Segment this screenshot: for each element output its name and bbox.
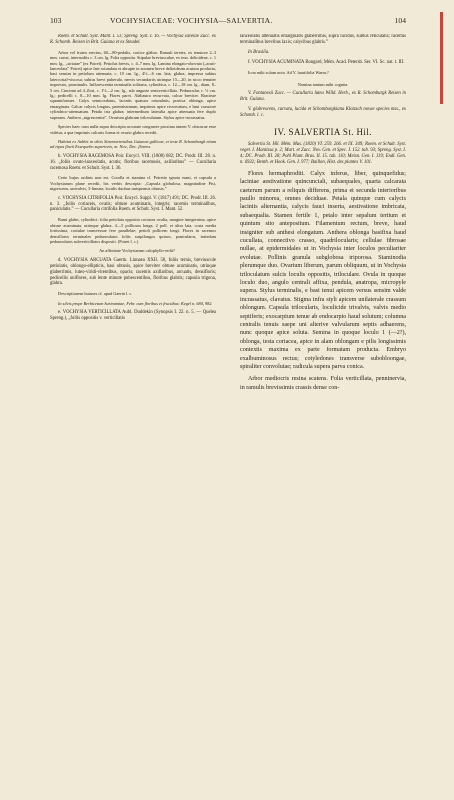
- right-column-paragraph: lanceolatis attenuatis emarginatis glaberrimis, supra lucidus, subtus reticulatis; racemis terminalibus brevibus laxis; calycibus glabris.‟: [240, 34, 406, 45]
- left-column-paragraph: d. VOCHYSIA ARCUATA Gaertn. Linnaea XXII. 58, foliis ternis, breviuscule petiolatis, oblongo-ellipticis, basi obtusis, apice breviter obtuse acuminatis, utrinque glaberrimis, luteo-viridi-virentibus, opacis; racemis axillaribus, arcuatis, densifloris; pedicellis uniflores, sub lente minute pubescentibus, floribus glabris; capsula trigona, glabra.: [50, 257, 216, 287]
- left-column-paragraph: In silvis prope Berbicetum Surinamiae, Febr. cum floribus et fructibus: Kegel n. 684, 982.: [58, 300, 213, 306]
- left-column-paragraph: Certe hujus ordinis non est. Corolla et stamina cl. Poiretio ignota erant, et capsula a Vochysiarum plane recedit, his verbis descripta: „Capsula globulosa, magnitudine Pisi, nigrescens, univalvis, 3-lineata; loculis duobus unispermis obtusis.‟: [50, 175, 216, 192]
- right-column-paragraph: f. VOCHYSIA ACUMINATA Bongard, Mém. Acad. Petersb. Ser. VI. Sc. nat. t. III.: [248, 59, 405, 65]
- left-column-paragraph: e. VOCHYSIA VERTICILLATA Aubl. Duddekin (Synopsis I. 22. n. 5. — Quelea Spreng.), „foliis oppositis v. verticillatis: [50, 310, 216, 322]
- left-column-paragraph: b. VOCHYSIA RACEMOSA Poir. Encycl. VIII. (1808) 682; DC. Prodr. III. 28. n. 16. „foliis ovato-lanceolatis, acutis; floribus racemosis, axillaribus‟ — Cucullaria racemosa Roem. et Schult. Syst. I. 36.: [50, 153, 216, 171]
- right-column-paragraph: V. Fontanesii Zucc. — Cucullaria lutea Willd. Herb., ex R. Schomburgk Reisen in Brit. Guiana.: [240, 91, 406, 103]
- left-column-paragraph: An affinitate Vochysiarum calophyllo-erdii?: [99, 248, 175, 254]
- right-column-paragraph: Flores hermaphroditi. Calyx inferus, liber, quinquefidus; laciniae aestivatione quincunciali, subaequales, quarta calcarata caeterum parum a reliquis differens, prima et secunda interioribus paullo minorea, omnes deciduae. Petala quinque cum calycis laciniis alternantia, calycis fauci inserta, aestivatione imbricata, subaequalia. Stamen fertile 1, petalo inter sepalum tertium et quintum sito antepositum. Filamentum rectum, breve, haud insigniter sub anthesi elongatum. Anthera oblonga basifixa haud cucullata, connectivo crasso, quadrilocularis; cellulae fibrosae nullae, at epidermidales ut in Vochysia inter loculos peculiariter evolutae. Pollinis granula subglobosa triporosa. Staminodia plerumque duo. Ovarium liberum, parum obliquum, ut in Vochysia triloculatum sulcis loculis oppositis, triloculare. Ovula in quoque loculo duo, angulo centrali affixa, pendula, anatropa, micropyle supera. Stylus terminalis, e basi tenui apicem versus sensim valde incrassatus, clavatus. Stigma infra styli apicem unilaterale crassum oblongum. Capsula trilocularis, loculicide trivalvis, valvis medio septiferis; exocarpium tenue ab endocarpio haud solutum; columna centralis tenuis saepe uni alterive valvularum septis adhaerens, nunc quoque apice soluta. Semina in quoque loculo 1 (—2?), oblonga, testa coriacea, apice in alam oblongam e pilis longissimis contextis maxima ex parte formatam producta. Embryo exalbuminosus rectus; cotyledones transverse subobloongae, spiraliter convolutae; radicula supera parva conica.: [240, 170, 406, 371]
- right-column-paragraph: In Brasilia.: [248, 49, 270, 55]
- left-column-paragraph: Species haec cum nulla supra descripta accurate congruere proxima tamen V. obscurae esse videtur, a qua imprimis calcaris forma et ovario glabro recedit.: [50, 124, 216, 135]
- left-column-paragraph: Roem. et Schult. Syst. Mant. I. 51; Spreng. Syst. I. 16. — Vochysia savelae Zucc. ex R. Schomb. Reisen in Brit. Guiana et ex Steudel.: [50, 34, 216, 45]
- left-column-paragraph: c. VOCHYSIA CITRIFOLIA Poir. Encycl. Suppl. V. (1817) 491; DC. Prodr. III. 26. n. 3. „foliis coriaceis, ovatis; obtuse acuminatis, integris; racemis terminalibus, paniculatis.‟ — Cucullaria citrifolia Roem. et Schult. Syst. I. Mant. 52.: [50, 195, 216, 213]
- left-column-paragraph: Arbor vel frutex erectus, 60—80-pedalis, cortice glabro. Ramuli teretes, ex tenuiore 2–3 mm. crassi, internodiis c. 3 cm. lg. Folia opposita. Stipulae breviusculae, ex imo. deltoideae, c. 1 mm. lg., „striatae‟ (ex Poiret). Petiolus brevis, c. 4–7 mm. lg. Lamina elongato-obovata („acuti-lanceolata‟ Poiret) apice late rotundata et abrupte in acumen breve deltoideum acutum producta, basi sensim in petiolum attenuata, c. 10 cm. lg., 4½—6 cm. lata, glabra, impressa subtus latercostal-viscosa; subtus brevi puberulo, nervis secundariis utrinque 15—20, in sicco tenuiter impressis, prominulis. Inflorescentia terminalis solitaria, cylindrica, c. 12—18 cm. lg., diam. 8–5 cm. Cincinni ad 4–flori, c. 1½—2 cm. lg., sub anguste semiverticillato. Pedunculus c. ½ cm. lg.; pedicelli c. 8—10 mm. lg. Flores parvi. Alabastra recurvata, calcar breviter. Bracteae squamiformes. Calyx semicordatus, laciniis quatuor rotundatis; postica oblonga, apice emarginata. Calcar calycis longius, patentissimum, imprimis apice recurvatum, e basi crassiore cylindrico-attenuatum. Petala tria glabra; intermedium lateralia apice attenuata fere duplo superans. Anthera „nigrescentia‟. Ovarium glabrum triloculatum. Stylus apice incrassatus.: [50, 49, 216, 120]
- right-column-paragraph: IV. SALVERTIA St. Hil.: [274, 127, 372, 138]
- right-text-column: [240, 34, 406, 786]
- running-title: VOCHYSIACEAE: VOCHYSIA—SALVERTIA.: [110, 16, 273, 25]
- page-number-left: 103: [50, 16, 62, 25]
- left-text-column: [50, 34, 216, 786]
- bookmark-ribbon: [440, 12, 443, 104]
- right-column-paragraph: V. glabrescens, curvata, lucida et Schomburgkiana Klotzsch novae species mss., ex Schomb. l. c.: [240, 107, 406, 119]
- right-column-paragraph: Salvertia St. Hil. Mém. Mus. (1820) VI. 259. 266. et IX. 349; Roem. et Schult. Syst. veget. I. Mantissa p. 2; Mart. et Zucc. Nov. Gen. et Spec. I. 152. tab. 93; Spreng. Syst. I. 4; DC. Prodr. III. 28; Pohl Plant. Bras. II. 15. tab. 110; Meisn. Gen. I. 119; Endl. Gen. n. 6932; Benth. et Hook. Gen. I. 977; Baillon, Hist. des plantes V. 101.: [240, 142, 406, 165]
- left-column-paragraph: Habitat ex Aublet in silvis Sinemariensibus Guianae gallicae, et teste R. Schomburgk etiam ad ripas fluvii Essequebo superioris, m. Nov., Dec. florens.: [50, 138, 216, 150]
- right-column-paragraph: Arbor mediocris resina scatens. Folia verticillata, penninervia, in ramulis brevissimis crassis dense con-: [240, 376, 406, 391]
- left-column-paragraph: Descriptionem huiuses cf. apud Gaertn l. c.: [58, 291, 133, 297]
- running-header: [50, 16, 406, 30]
- right-column-paragraph: Icon mihi solum nota. Ad V. lauriifolia Warm.?: [248, 69, 329, 75]
- left-column-paragraph: Rami glabri, cylindrici; folia petiolata opposita coriacea ovalia, margine integerrima, apice obtuse acuminata, utrinque glabra, 4—5 pollicum longa, 2 poll. et ultra lata, costa media fortissima, costulae transversae fere parallelae; petioli pollicem longi. Flores in racemos densifloros terminales pedunculatos foliis suspilongos quinos, paniculatos, interdum pedunculatos subverticillatos dispositi. (Poiret l. c.): [50, 217, 216, 244]
- right-column-paragraph: Nomina tantum mihi cognita.: [297, 82, 349, 88]
- page-number-right: 104: [394, 16, 406, 25]
